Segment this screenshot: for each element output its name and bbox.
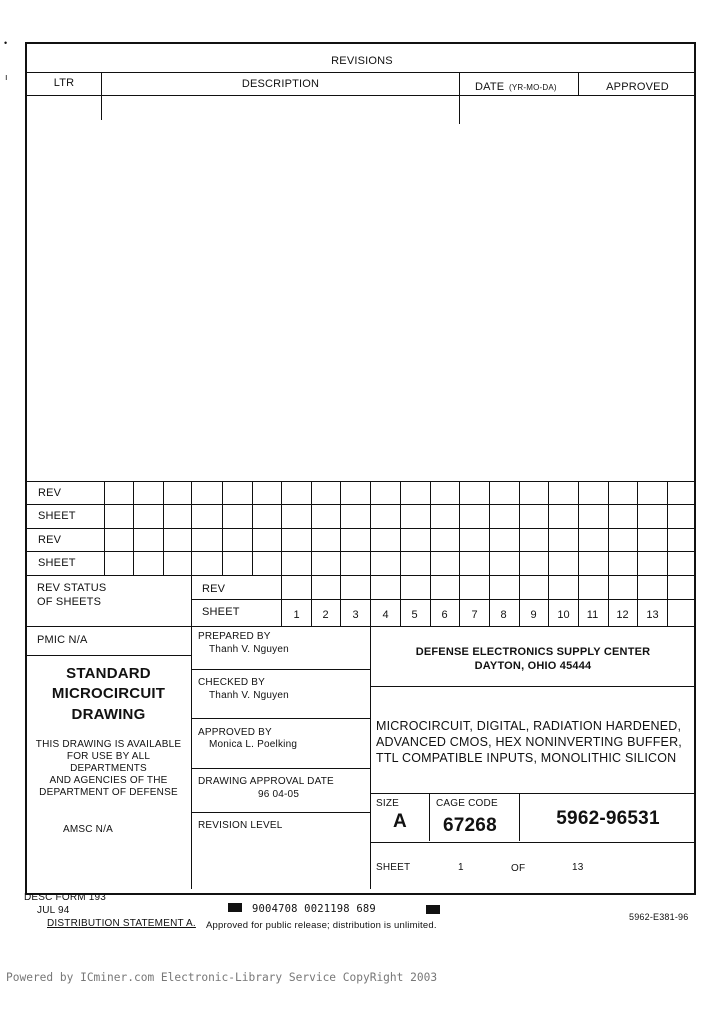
availability-2: FOR USE BY ALL [66,751,151,762]
distribution-text: Approved for public release; distribution is unlimited. [206,920,437,931]
scan-mark: ı [5,72,8,82]
grid-line [26,504,695,505]
approval-date-label: DRAWING APPROVAL DATE [198,776,334,787]
sheet-number-current: 1 [458,862,464,873]
checked-by-name: Thanh V. Nguyen [209,690,289,701]
grid-line [26,551,695,552]
desc-form: DESC FORM 193 [24,892,107,903]
sheet-number: 2 [322,609,329,621]
checked-by-label: CHECKED BY [198,677,266,688]
grid-cell-line [133,481,134,575]
grid-cell-line [104,481,105,575]
date-divider [191,812,370,813]
grid-cell-line [489,481,490,575]
grid-bottom-line [26,626,695,627]
grid-line [26,528,695,529]
prepared-by-label: PREPARED BY [198,631,271,642]
drawing-title-1: MICROCIRCUIT, DIGITAL, RADIATION HARDENED, [376,719,682,733]
availability-5: DEPARTMENT OF DEFENSE [39,787,178,798]
grid-cell-line [311,481,312,575]
cage-code-value: 67268 [443,815,497,836]
approval-date-value: 96 04-05 [258,789,300,800]
grid-cell-line [667,575,668,626]
drawing-title-3: TTL COMPATIBLE INPUTS, MONOLITHIC SILICON [376,751,677,765]
availability-4: AND AGENCIES OF THE [49,775,168,786]
col-date: DATE [475,81,505,93]
approved-by-name: Monica L. Poelking [209,739,298,750]
ltr-column-line [101,72,102,120]
rev-status-label: REV STATUS [37,582,107,594]
grid-cell-line [578,481,579,575]
approved-column-line [578,72,579,96]
sheet-number: 3 [352,609,359,621]
distribution-label: DISTRIBUTION STATEMENT A. [47,918,196,929]
approved-divider [191,768,370,769]
grid-top-line [26,481,695,482]
agency-address: DAYTON, OHIO 45444 [474,660,592,672]
availability-1: THIS DRAWING IS AVAILABLE [35,739,182,750]
code-divider [370,842,695,843]
grid-sheet-label: SHEET [38,557,76,569]
status-rev-label: REV [202,583,226,595]
approved-by-label: APPROVED BY [198,727,272,738]
scan-mark: • [4,38,8,48]
drawing-title-2: ADVANCED CMOS, HEX NONINVERTING BUFFER, [376,735,682,749]
sheet-number: 6 [441,609,448,621]
grid-sheet-label: SHEET [38,510,76,522]
revisions-divider [26,72,695,73]
copyright-watermark: Powered by ICminer.com Electronic-Library Service CopyRight 2003 [6,971,438,984]
barcode-text: 9004708 0021198 689 [252,903,376,915]
sheet-total: 13 [572,862,584,873]
grid-cell-line [191,481,192,575]
col-approved: APPROVED [606,81,669,93]
col-ltr: LTR [53,77,75,89]
agency-divider [370,686,695,687]
prepared-divider [191,669,370,670]
pmic-divider [26,655,191,656]
document-code: 5962-E381-96 [629,912,689,922]
desc-form-date: JUL 94 [37,905,70,916]
barcode-block-icon [426,905,440,914]
grid-line [26,575,695,576]
grid-rev-label: REV [38,487,62,499]
agency-name: DEFENSE ELECTRONICS SUPPLY CENTER [415,646,651,658]
col-date-format: (YR-MO-DA) [509,83,557,92]
grid-cell-line [430,481,431,575]
grid-cell-line [281,481,282,575]
rev-status-label-2: OF SHEETS [37,596,102,608]
cage-code-label: CAGE CODE [436,798,498,809]
grid-cell-line [370,481,371,575]
grid-cell-line [222,481,223,575]
sheet-number: 12 [616,609,629,621]
grid-cell-line [667,481,668,575]
availability-3: DEPARTMENTS [70,763,147,774]
sheet-number: 5 [411,609,418,621]
left-block-divider [191,575,192,889]
date-column-line [459,72,460,124]
sheet-label: SHEET [376,862,411,873]
checked-divider [191,718,370,719]
size-divider [429,793,430,841]
title-divider [370,793,695,794]
grid-cell-line [608,481,609,575]
sheet-of-label: OF [511,863,526,874]
grid-cell-line [252,481,253,575]
sheet-number: 4 [382,609,389,621]
grid-cell-line [519,481,520,575]
grid-cell-line [459,481,460,575]
grid-cell-line [340,481,341,575]
sheet-number: 10 [557,609,570,621]
cage-divider [519,793,520,841]
sheet-number: 13 [646,609,659,621]
sheet-number: 8 [500,609,507,621]
col-description: DESCRIPTION [241,78,320,90]
grid-cell-line [548,481,549,575]
grid-cell-line [163,481,164,575]
revision-level-label: REVISION LEVEL [198,820,283,831]
grid-line [191,599,695,600]
sheet-number: 1 [293,609,300,621]
grid-rev-label: REV [38,534,62,546]
revisions-title: REVISIONS [331,55,393,67]
standard-title-2: MICROCIRCUIT [51,685,166,702]
size-label: SIZE [376,798,400,809]
sheet-number: 11 [586,609,599,621]
pmic-label: PMIC N/A [37,634,88,646]
prepared-by-name: Thanh V. Nguyen [209,644,289,655]
drawing-number: 5962-96531 [556,808,660,829]
sheet-number: 7 [471,609,478,621]
standard-title-1: STANDARD [66,665,151,682]
barcode-block-icon [228,903,242,912]
standard-title-3: DRAWING [71,706,146,723]
amsc-label: AMSC N/A [63,824,113,835]
size-value: A [393,811,407,832]
grid-cell-line [400,481,401,575]
revisions-header-bottom [26,95,695,96]
status-sheet-label: SHEET [202,606,240,618]
sheet-number: 9 [530,609,537,621]
grid-cell-line [637,481,638,575]
